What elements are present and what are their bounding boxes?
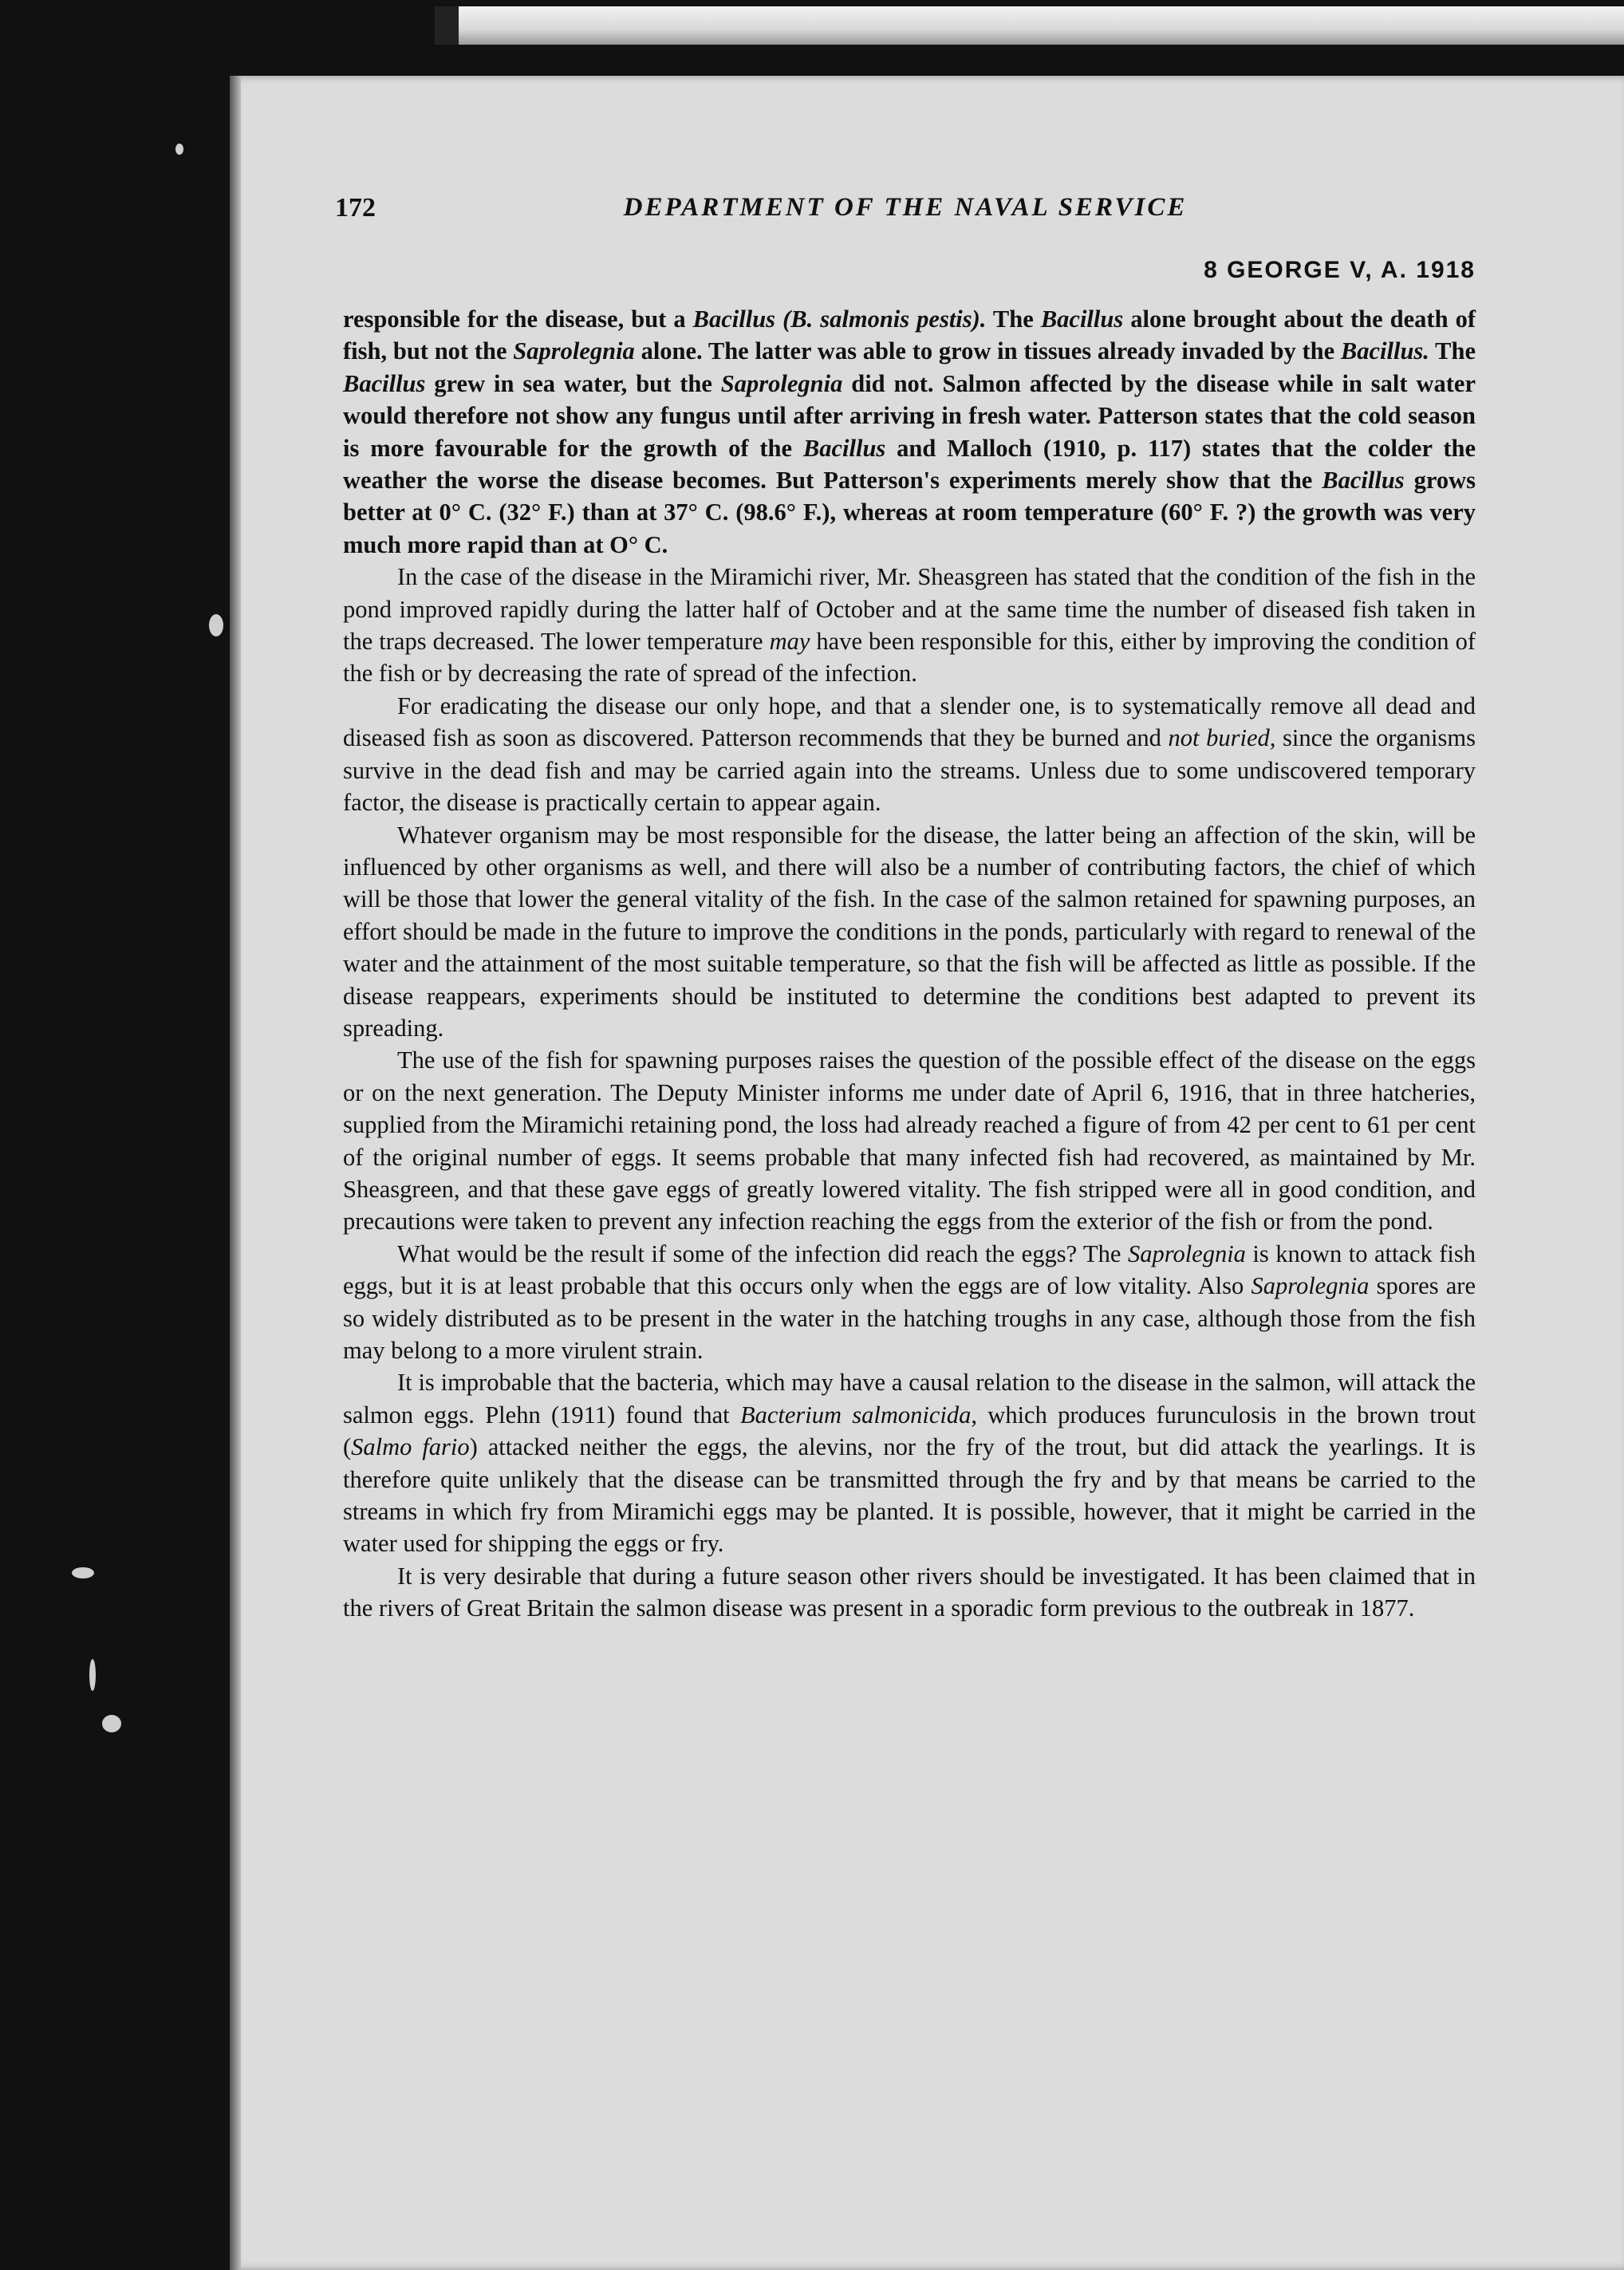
text-run: grew in sea water, but the bbox=[425, 369, 721, 397]
session-line: 8 GEORGE V, A. 1918 bbox=[1204, 257, 1476, 283]
italic-run: Bacillus bbox=[1040, 305, 1124, 333]
film-speck bbox=[89, 1659, 96, 1691]
page-left-edge-shadow bbox=[230, 76, 241, 2270]
text-run: and Malloch (1910, p. 117) states that the colder the weather the worse the disease becomes. But Patterson's experiments merely show that the bbox=[343, 434, 1476, 495]
text-run: The bbox=[1429, 337, 1476, 365]
paragraph-p6 bbox=[343, 1238, 1476, 1367]
italic-run: Saprolegnia bbox=[513, 337, 635, 365]
text-run: It is very desirable that during a future season other rivers should be investigated. It has been claimed that in the rivers of Great Britain the salmon disease was present in a sporadic form previous to the outbreak in 1877. bbox=[343, 1562, 1476, 1622]
italic-run: Bacillus bbox=[1322, 467, 1405, 495]
paragraph-p8 bbox=[343, 1560, 1476, 1625]
text-run: did not. Salmon affected by the disease while in salt water would therefore not show any fungus until after arriving in fresh water. Patterson states that the cold season is more favourable for the growth of the bbox=[343, 369, 1476, 462]
film-speck bbox=[102, 1715, 121, 1732]
text-run: alone. The latter was able to grow in tissues already invaded by the bbox=[634, 337, 1341, 365]
text-run: have been responsible for this, either by improving the condition of the fish or by decreasing the rate of spread of the infection. bbox=[343, 628, 1476, 688]
italic-run: not buried, bbox=[1168, 724, 1276, 752]
text-run: alone brought about the death of fish, but not the bbox=[343, 305, 1476, 365]
paragraph-p3 bbox=[343, 690, 1476, 819]
film-speck bbox=[175, 144, 183, 155]
italic-run: Saprolegnia bbox=[720, 369, 843, 397]
text-run: spores are so widely distributed as to be present in the water in the hatching troughs in any case, although those from the fish may belong to a more virulent strain. bbox=[343, 1272, 1476, 1364]
paragraph-p2 bbox=[343, 561, 1476, 690]
text-run: ) attacked neither the eggs, the alevins, nor the fry of the trout, but did attack the yearlings. It is therefore quite unlikely that the disease can be transmitted through the fry and by that means be carried to the streams in which fry from Miramichi eggs may be planted. It is possible, however, that it might be carried in the water used for shipping the eggs or fry. bbox=[343, 1433, 1476, 1558]
text-run: What would be the result if some of the infection did reach the eggs? The bbox=[397, 1239, 1128, 1267]
film-speck bbox=[72, 1567, 94, 1578]
film-top-strip bbox=[435, 6, 1624, 45]
text-run: In the case of the disease in the Miramichi river, Mr. Sheasgreen has stated that the condition of the fish in the pond improved rapidly during the latter half of October and at the same time the number of diseased fish taken in the traps decreased. The lower temperature bbox=[343, 563, 1476, 656]
paragraph-p5 bbox=[343, 1044, 1476, 1237]
film-top-strip-edge bbox=[435, 6, 459, 45]
film-speck bbox=[209, 614, 223, 636]
text-run: is known to attack fish eggs, but it is at least probable that this occurs only when the eggs are of low vitality. Also bbox=[343, 1239, 1476, 1300]
page-header bbox=[335, 193, 1476, 225]
text-run: For eradicating the disease our only hope, and that a slender one, is to systematically remove all dead and diseased fish as soon as discovered. Patterson recommends that they be burned and bbox=[343, 692, 1476, 752]
italic-run: Saprolegnia bbox=[1251, 1272, 1370, 1300]
italic-run: Bacterium salmonicida, bbox=[739, 1401, 978, 1429]
paragraph-p1 bbox=[343, 303, 1476, 561]
italic-run: Bacillus bbox=[802, 434, 886, 462]
italic-run: Saprolegnia bbox=[1127, 1239, 1246, 1267]
text-run: since the organisms survive in the dead fish and may be carried again into the streams. Unless due to some undiscovered temporary factor, the disease is practically certain to appear again. bbox=[343, 724, 1476, 817]
italic-run: Salmo fario bbox=[351, 1433, 470, 1461]
text-run: The use of the fish for spawning purposes raises the question of the possible effect of the disease on the eggs or on the next generation. The Deputy Minister informs me under date of April 6, 1916, that in three hatcheries, supplied from the Miramichi retaining pond, the loss had already reached a figure of from 42 per cent to 61 per cent of the original number of eggs. It seems probable that many infected fish had recovered, as maintained by Mr. Sheasgreen, and that these gave eggs of greatly lowered vitality. The fish stripped were all in good condition, and precautions were taken to prevent any infection reaching the eggs from the exterior of the fish or from the pond. bbox=[343, 1046, 1476, 1235]
text-run: grows better at 0° C. (32° F.) than at 37° C. (98.6° F.), whereas at room temperature (60° F. ?) the growth was very much more rapid than at O° C. bbox=[343, 467, 1476, 558]
text-run: It is improbable that the bacteria, which may have a causal relation to the disease in the salmon, will attack the salmon eggs. Plehn (1911) found that bbox=[343, 1369, 1476, 1429]
text-run: The bbox=[986, 305, 1041, 333]
body-text bbox=[343, 303, 1476, 1625]
italic-run: Bacillus (B. salmonis pestis). bbox=[692, 305, 987, 333]
text-run: Whatever organism may be most responsible for the disease, the latter being an affection of the skin, will be influenced by other organisms as well, and there will also be a number of contributing factors, the chief of which will be those that lower the general vitality of the fish. In the case of the salmon retained for spawning purposes, an effort should be made in the future to improve the conditions in the ponds, particularly with regard to renewal of the water and the attainment of the most suitable temperature, so that the fish will be affected as little as possible. If the disease reappears, experiments should be instituted to determine the conditions best adapted to prevent its spreading. bbox=[343, 821, 1476, 1042]
italic-run: may bbox=[769, 628, 810, 656]
page-number: 172 bbox=[335, 193, 376, 223]
paragraph-p7 bbox=[343, 1366, 1476, 1559]
text-run: which produces furunculosis in the brown trout ( bbox=[343, 1401, 1476, 1461]
paragraph-p4 bbox=[343, 819, 1476, 1045]
italic-run: Bacillus bbox=[343, 369, 426, 397]
text-run: responsible for the disease, but a bbox=[343, 305, 693, 333]
running-head: DEPARTMENT OF THE NAVAL SERVICE bbox=[623, 193, 1188, 222]
italic-run: Bacillus. bbox=[1340, 337, 1429, 365]
